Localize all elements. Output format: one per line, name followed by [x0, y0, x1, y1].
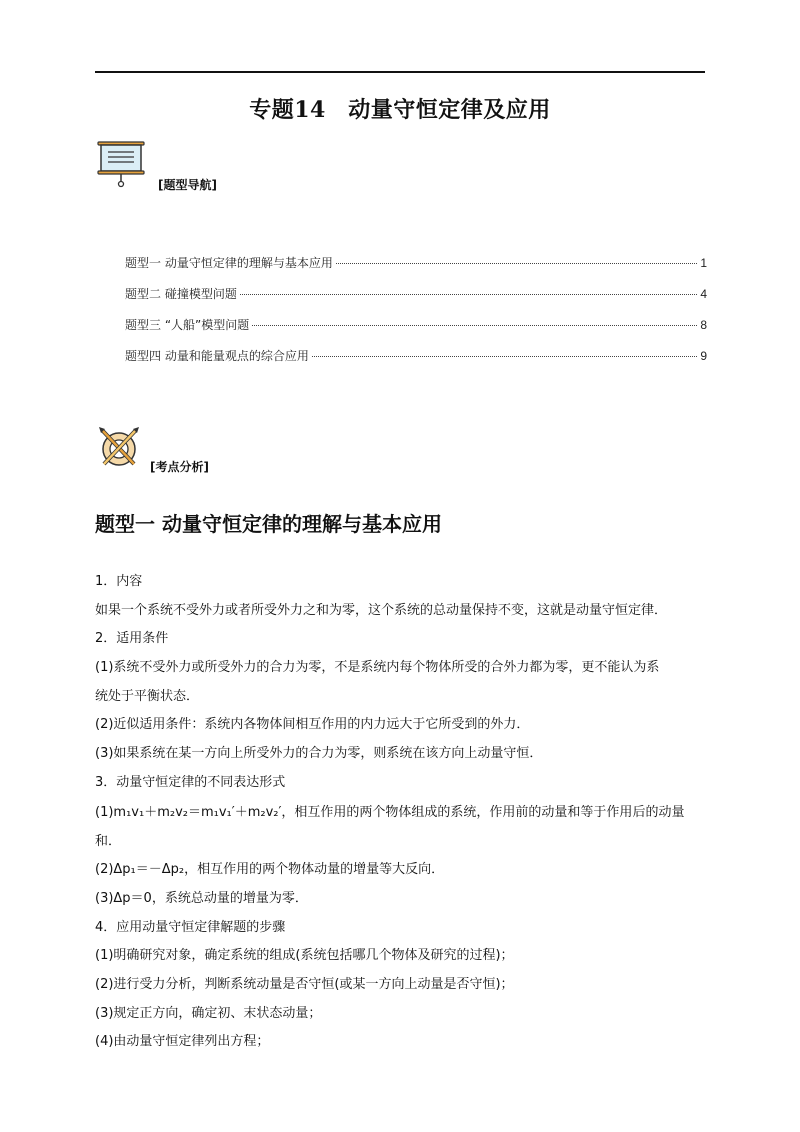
toc-leader-dots — [252, 325, 697, 326]
toc-leader-dots — [240, 294, 697, 295]
text-line: 1．内容 — [95, 574, 143, 589]
text-line: (2)近似适用条件：系统内各物体间相互作用的内力远大于它所受到的外力． — [95, 717, 530, 733]
toc-item-page: 1 — [700, 256, 707, 270]
text-line: (4)由动量守恒定律列出方程； — [95, 1034, 270, 1050]
toc-item-text: 题型二 碰撞模型问题 — [125, 287, 237, 301]
page-title: 专题14 动量守恒定律及应用 — [249, 97, 551, 123]
text-line: (1)明确研究对象，确定系统的组成(系统包括哪几个物体及研究的过程)； — [95, 948, 514, 964]
text-line: 4．应用动量守恒定律解题的步骤 — [95, 919, 286, 935]
text-line: (3)规定正方向，确定初、末状态动量； — [95, 1005, 322, 1021]
text-line: (3)如果系统在某一方向上所受外力的合力为零，则系统在该方向上动量守恒． — [95, 746, 543, 762]
toc-item-text: 题型三 “人船”模型问题 — [125, 318, 250, 332]
text-line: 3．动量守恒定律的不同表达形式 — [95, 774, 286, 790]
toc-item[interactable] — [125, 316, 707, 347]
text-line: 如果一个系统不受外力或者所受外力之和为零，这个系统的总动量保持不变，这就是动量守恒定律． — [95, 602, 668, 618]
text-line: 和． — [95, 833, 122, 849]
exam-analysis-label: [考点分析] — [150, 460, 209, 474]
toc-item-text: 题型一 动量守恒定律的理解与基本应用 — [125, 256, 333, 270]
nav-label: [题型导航] — [158, 178, 217, 192]
toc-item-page: 4 — [700, 287, 707, 301]
toc-item[interactable] — [125, 347, 707, 378]
toc-leader-dots — [336, 263, 697, 264]
text-line: (1)m₁v₁＋m₂v₂＝m₁v₁′＋m₂v₂′，相互作用的两个物体组成的系统，作用前的动量和等于作用后的动量 — [95, 804, 685, 820]
text-line: (2)进行受力分析，判断系统动量是否守恒(或某一方向上动量是否守恒)； — [95, 976, 514, 992]
toc-leader-dots — [312, 356, 697, 357]
text-line: 2．适用条件 — [95, 631, 169, 647]
pencil-ruler-badge-icon — [96, 424, 142, 470]
toc-item[interactable] — [125, 254, 707, 285]
text-line: 统处于平衡状态． — [95, 688, 200, 704]
text-line: (1)系统不受外力或所受外力的合力为零，不是系统内每个物体所受的合外力都为零，更不能认为系 — [95, 660, 660, 676]
table-of-contents — [125, 254, 707, 378]
presentation-board-icon — [96, 139, 146, 189]
toc-item-page: 9 — [700, 349, 707, 363]
section-heading: 题型一 动量守恒定律的理解与基本应用 — [95, 512, 442, 536]
toc-item[interactable] — [125, 285, 707, 316]
toc-item-page: 8 — [700, 318, 707, 332]
body-text — [95, 568, 715, 1057]
text-line: (2)Δp₁＝－Δp₂，相互作用的两个物体动量的增量等大反向． — [95, 862, 445, 878]
text-line: (3)Δp＝0，系统总动量的增量为零． — [95, 890, 308, 906]
toc-item-text: 题型四 动量和能量观点的综合应用 — [125, 349, 309, 363]
top-rule — [95, 71, 705, 73]
